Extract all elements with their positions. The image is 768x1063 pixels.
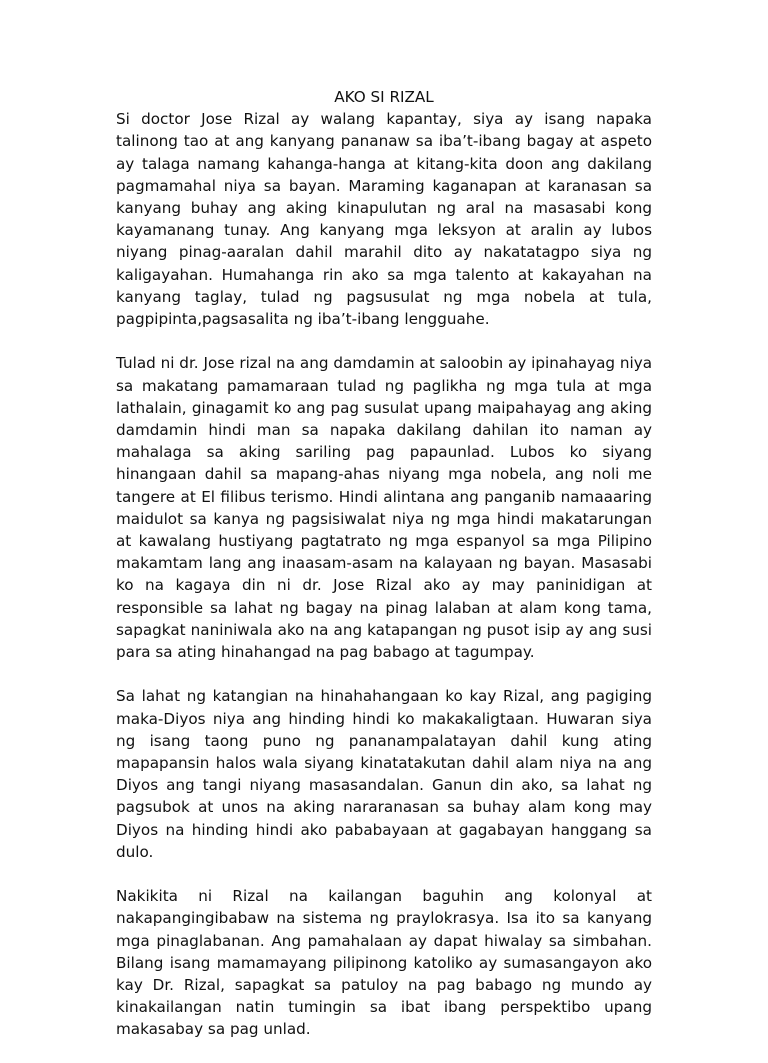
paragraph-2: Tulad ni dr. Jose rizal na ang damdamin at saloobin ay ipinahayag niya sa makatang pamamaraan tulad ng paglikha ng mga tula at mga lathalain, ginagamit ko ang pag susulat upang maipahayag ang aking damdamin hindi man sa napaka dakilang dahilan ito naman ay mahalaga sa aking sariling pag papaunlad. Lubos ko siyang hinangaan dahil sa mapang-ahas niyang mga nobela, ang noli me tangere at El filibus terismo. Hindi alintana ang panganib namaaaring maidulot sa kanya ng pagsisiwalat niya ng mga hindi makatarungan at kawalang hustiyang pagtatrato ng mga espanyol sa mga Pilipino makamtam lang ang inaasam-asam na kalayaan ng bayan. Masasabi ko na kagaya din ni dr. Jose Rizal ako ay may paninidigan at responsible sa lahat ng bagay na pinag lalaban at alam kong tama, sapagkat naniniwala ako na ang katapangan ng pusot isip ay ang susi para sa ating hinahangad na pag babago at tagumpay.: [116, 354, 652, 662]
document-title: AKO SI RIZAL: [334, 88, 434, 106]
paragraph-4: Nakikita ni Rizal na kailangan baguhin ang kolonyal at nakapangingibabaw na sistema ng praylokrasya. Isa ito sa kanyang mga pinaglabanan. Ang pamahalaan ay dapat hiwalay sa simbahan. Bilang isang mamamayang pilipinong katoliko ay sumasangayon ako kay Dr. Rizal, sapagkat sa patuloy na pag babago ng mundo ay kinakailangan natin tumingin sa ibat ibang perspektibo upang makasabay sa pag unlad.: [116, 887, 652, 1039]
paragraph-1: Si doctor Jose Rizal ay walang kapantay, siya ay isang napaka talinong tao at ang kanyang pananaw sa iba’t-ibang bagay at aspeto ay talaga namang kahanga-hanga at kitang-kita doon ang dakilang pagmamahal niya sa bayan. Maraming kaganapan at karanasan sa kanyang buhay ang aking kinapulutan ng aral na masasabi kong kayamanang tunay. Ang kanyang mga leksyon at aralin ay lubos niyang pinag-aaralan dahil marahil dito ay nakatatagpo siya ng kaligayahan. Humahanga rin ako sa mga talento at kakayahan na kanyang taglay, tulad ng pagsusulat ng mga nobela at tula, pagpipinta,pagsasalita ng iba’t-ibang lengguahe.: [116, 110, 652, 329]
paragraph-3: Sa lahat ng katangian na hinahahangaan ko kay Rizal, ang pagiging maka-Diyos niya ang hinding hindi ko makakaligtaan. Huwaran siya ng isang taong puno ng pananampalatayan dahil kung ating mapapansin halos wala siyang kinatatakutan dahil alam niya na ang Diyos ang tangi niyang masasandalan. Ganun din ako, sa lahat ng pagsubok at unos na aking nararanasan sa buhay alam kong may Diyos na hinding hindi ako pababayaan at gagabayan hanggang sa dulo.: [116, 687, 652, 861]
document-body: [116, 86, 652, 1063]
